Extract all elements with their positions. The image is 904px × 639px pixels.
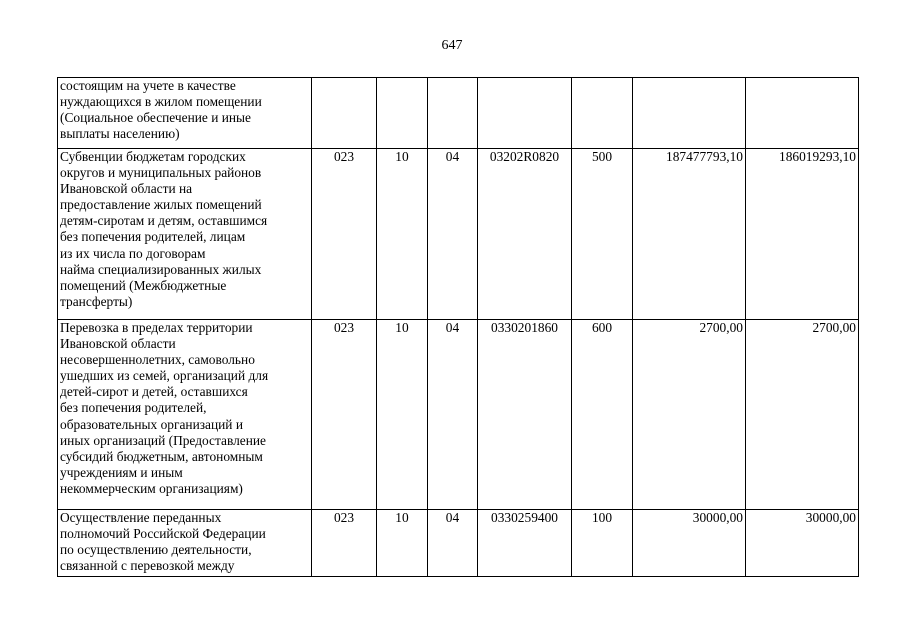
description-line: учреждениям и иным	[60, 464, 183, 480]
description-line: помещений (Межбюджетные	[60, 277, 227, 293]
description-line: полномочий Российской Федерации	[60, 526, 266, 542]
description-line: по осуществлению деятельности,	[60, 542, 252, 558]
amount-year-2-cell: 2700,00	[746, 320, 859, 510]
table-row	[58, 78, 859, 149]
amount-year-1-cell: 30000,00	[633, 510, 746, 577]
target-article-cell: 0330259400	[478, 510, 572, 577]
description-line: трансферты)	[60, 293, 133, 309]
ministry-code-cell	[312, 78, 377, 149]
description-line: ушедших из семей, организаций для	[60, 368, 269, 384]
description-line: некоммерческим организациям)	[60, 480, 243, 496]
description-line: выплаты населению)	[60, 126, 180, 142]
amount-year-2-cell: 30000,00	[746, 510, 859, 577]
description-line: субсидий бюджетным, автономным	[60, 448, 263, 464]
target-article-cell: 03202R0820	[478, 149, 572, 320]
expense-type-cell: 100	[572, 510, 633, 577]
expense-type-cell: 500	[572, 149, 633, 320]
description-line: Перевозка в пределах территории	[60, 320, 253, 335]
amount-year-1-cell: 187477793,10	[633, 149, 746, 320]
description-line: Ивановской области на	[60, 181, 193, 197]
description-cell	[58, 510, 312, 577]
description-cell	[58, 320, 312, 510]
description-line: Осуществление переданных	[60, 510, 222, 525]
subsection-code-cell	[428, 78, 478, 149]
description-line: несовершеннолетних, самовольно	[60, 352, 255, 368]
description-cell	[58, 149, 312, 320]
description-line: без попечения родителей,	[60, 400, 207, 416]
section-code-cell	[377, 78, 428, 149]
description-line: предоставление жилых помещений	[60, 197, 262, 213]
table-row	[58, 149, 859, 320]
description-line: из их числа по договорам	[60, 245, 206, 261]
table-row	[58, 320, 859, 510]
amount-year-2-cell	[746, 78, 859, 149]
description-line: округов и муниципальных районов	[60, 165, 262, 181]
description-line: (Социальное обеспечение и иные	[60, 110, 251, 126]
description-line: нуждающихся в жилом помещении	[60, 94, 262, 110]
expense-type-cell	[572, 78, 633, 149]
description-line: Ивановской области	[60, 336, 176, 352]
description-line: образовательных организаций и	[60, 416, 243, 432]
description-line: найма специализированных жилых	[60, 261, 262, 277]
description-line: детей-сирот и детей, оставшихся	[60, 384, 248, 400]
description-cell	[58, 78, 312, 149]
ministry-code-cell: 023	[312, 320, 377, 510]
description-line: без попечения родителей, лицам	[60, 229, 246, 245]
amount-year-1-cell	[633, 78, 746, 149]
target-article-cell	[478, 78, 572, 149]
table-body	[58, 78, 859, 577]
description-line: Субвенции бюджетам городских	[60, 149, 246, 164]
section-code-cell: 10	[377, 510, 428, 577]
target-article-cell: 0330201860	[478, 320, 572, 510]
description-line: иных организаций (Предоставление	[60, 432, 266, 448]
expense-type-cell: 600	[572, 320, 633, 510]
amount-year-2-cell: 186019293,10	[746, 149, 859, 320]
ministry-code-cell: 023	[312, 149, 377, 320]
description-line: состоящим на учете в качестве	[60, 78, 236, 93]
description-line: детям-сиротам и детям, оставшимся	[60, 213, 268, 229]
section-code-cell: 10	[377, 320, 428, 510]
subsection-code-cell: 04	[428, 510, 478, 577]
subsection-code-cell: 04	[428, 149, 478, 320]
description-line: связанной с перевозкой между	[60, 558, 235, 574]
table-row	[58, 510, 859, 577]
amount-year-1-cell: 2700,00	[633, 320, 746, 510]
ministry-code-cell: 023	[312, 510, 377, 577]
section-code-cell: 10	[377, 149, 428, 320]
budget-table	[57, 77, 859, 577]
page-number: 647	[441, 38, 463, 53]
subsection-code-cell: 04	[428, 320, 478, 510]
